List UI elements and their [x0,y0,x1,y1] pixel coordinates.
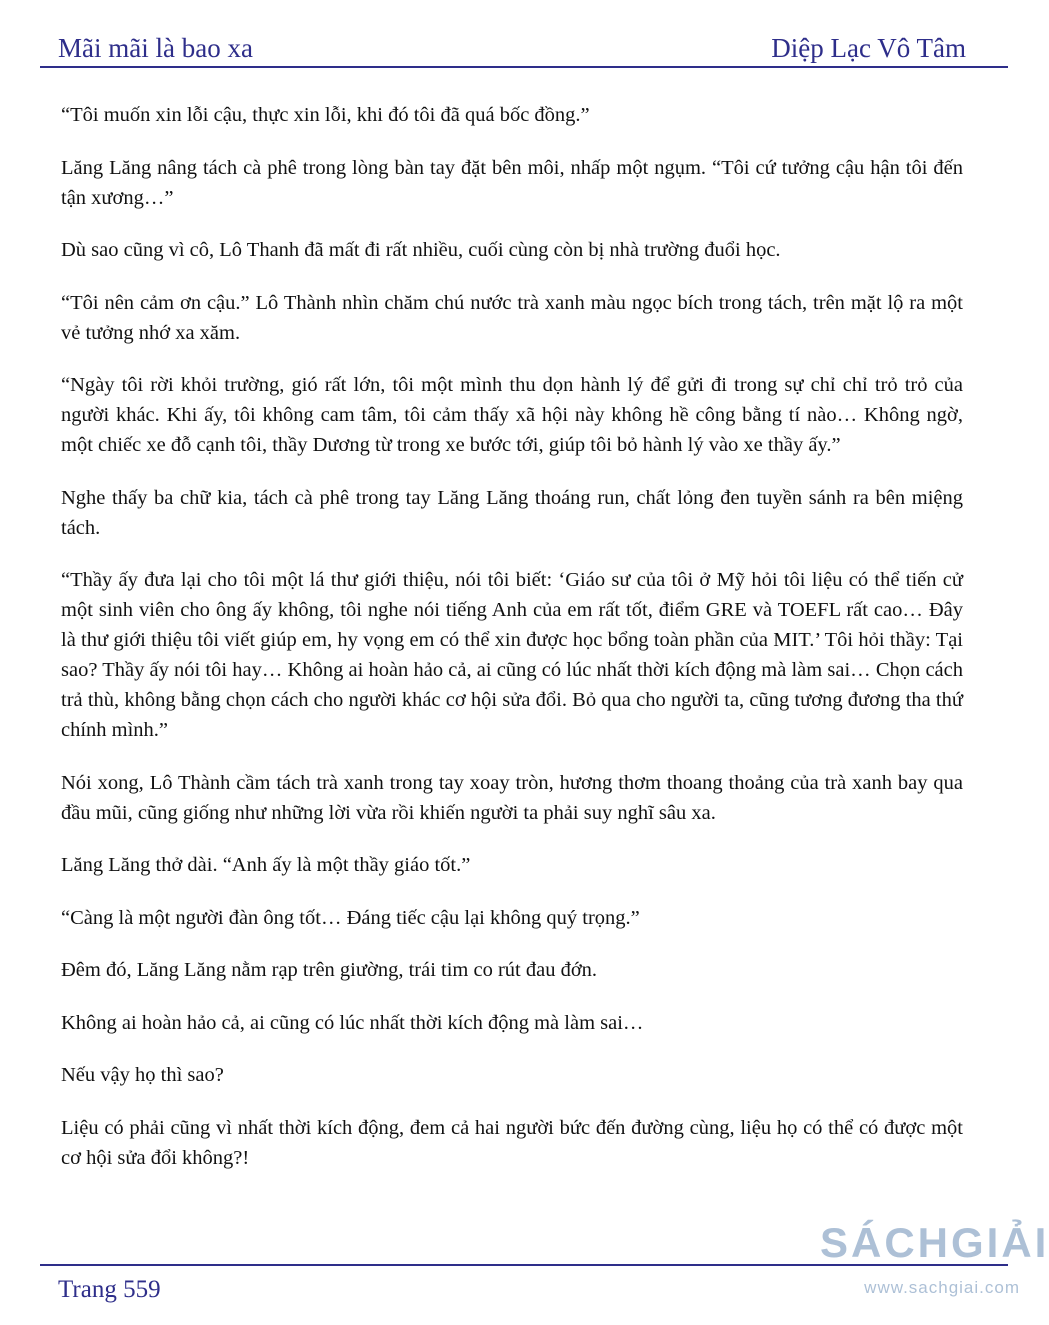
watermark-logo: SÁCHGIẢI [820,1219,1049,1266]
paragraph: Không ai hoàn hảo cả, ai cũng có lúc nhất thời kích động mà làm sai… [61,1011,644,1034]
watermark [820,1219,1049,1298]
watermark-url: www.sachgiai.com [864,1278,1020,1297]
paragraph: Lăng Lăng nâng tách cà phê trong lòng bàn tay đặt bên môi, nhấp một ngụm. “Tôi cứ tưởng cậu hận tôi đến tận xương…” [61,156,963,209]
paragraph: “Tôi nên cảm ơn cậu.” Lô Thành nhìn chăm chú nước trà xanh màu ngọc bích trong tách, trên mặt lộ ra một vẻ tưởng nhớ xa xăm. [61,291,963,344]
book-title: Mãi mãi là bao xa [58,33,253,63]
paragraph: Nghe thấy ba chữ kia, tách cà phê trong tay Lăng Lăng thoáng run, chất lỏng đen tuyền sánh ra bên miệng tách. [61,486,963,539]
page-number: Trang 559 [58,1276,161,1303]
paragraph: “Tôi muốn xin lỗi cậu, thực xin lỗi, khi đó tôi đã quá bốc đồng.” [61,104,590,126]
paragraph: Dù sao cũng vì cô, Lô Thanh đã mất đi rất nhiều, cuối cùng còn bị nhà trường đuổi học. [61,239,781,261]
book-author: Diệp Lạc Vô Tâm [771,33,966,63]
page-body [61,100,963,1195]
header-divider [40,66,1008,68]
paragraph: Nói xong, Lô Thành cầm tách trà xanh trong tay xoay tròn, hương thơm thoang thoảng của trà xanh bay qua đầu mũi, cũng giống như những lời vừa rồi khiến người ta phải suy nghĩ sâu xa. [61,771,963,824]
paragraph: “Càng là một người đàn ông tốt… Đáng tiếc cậu lại không quý trọng.” [61,906,640,929]
paragraph: Liệu có phải cũng vì nhất thời kích động, đem cả hai người bức đến đường cùng, liệu họ có thể có được một cơ hội sửa đổi không?! [61,1116,963,1169]
paragraph: Đêm đó, Lăng Lăng nằm rạp trên giường, trái tim co rút đau đớn. [61,959,598,981]
paragraph: “Ngày tôi rời khỏi trường, gió rất lớn, tôi một mình thu dọn hành lý để gửi đi trong sự chỉ chỉ trỏ trỏ của người khác. Khi ấy, tôi không cam tâm, tôi cảm thấy xã hội này không hề công bằng tí nào… Không ngờ, một chiếc xe đỗ cạnh tôi, thầy Dương từ trong xe bước tới, giúp tôi bỏ hành lý vào xe thầy ấy.” [61,374,963,456]
paragraph: “Thầy ấy đưa lại cho tôi một lá thư giới thiệu, nói tôi biết: ‘Giáo sư của tôi ở Mỹ hỏi tôi liệu có thể tiến cử một sinh viên cho ông ấy không, tôi nghe nói tiếng Anh của em rất tốt, điểm GRE và TOEFL rất cao… Đây là thư giới thiệu tôi viết giúp em, hy vọng em có thể xin được học bổng toàn phần của MIT.’ Tôi hỏi thầy: Tại sao? Thầy ấy nói tôi hay… Không ai hoàn hảo cả, ai cũng có lúc nhất thời kích động mà làm sai… Chọn cách trả thù, không bằng chọn cách cho người khác cơ hội sửa đổi. Bỏ qua cho người ta, cũng tương đương tha thứ chính mình.” [61,569,963,741]
page-header [58,26,966,62]
paragraph: Nếu vậy họ thì sao? [61,1064,224,1086]
paragraph: Lăng Lăng thở dài. “Anh ấy là một thầy giáo tốt.” [61,854,471,876]
